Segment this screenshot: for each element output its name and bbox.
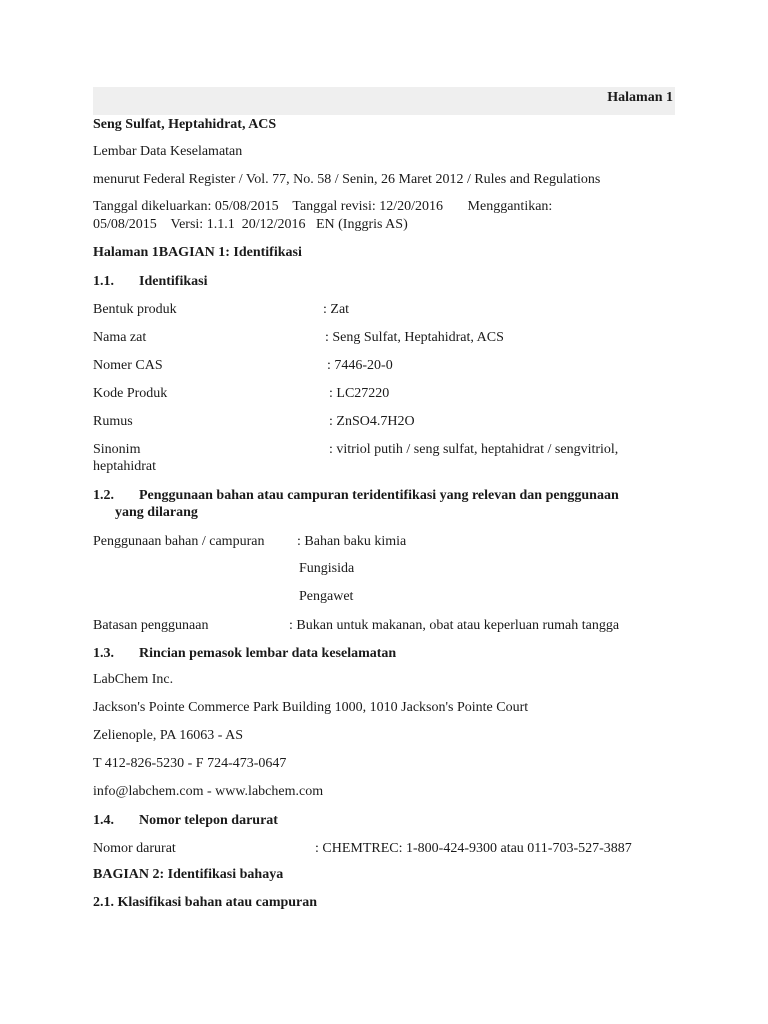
field-value: : ZnSO4.7H2O [329, 414, 415, 429]
field-value: : Seng Sulfat, Heptahidrat, ACS [325, 330, 504, 345]
usage-extra-item: Pengawet [299, 589, 354, 604]
field-label: Penggunaan bahan / campuran [93, 534, 265, 549]
subsection-title: Penggunaan bahan atau campuran teridentifikasi yang relevan dan penggunaan [139, 488, 619, 503]
supplier-line: info@labchem.com - www.labchem.com [93, 784, 324, 799]
field-row-product-code [93, 385, 675, 403]
field-row-synonym [93, 441, 675, 459]
section-2-heading: BAGIAN 2: Identifikasi bahaya [93, 867, 284, 882]
subsection-number: 1.3. [93, 646, 114, 661]
field-value: : Bukan untuk makanan, obat atau keperluan rumah tangga [289, 618, 620, 633]
dates-line-2: 05/08/2015 Versi: 1.1.1 20/12/2016 EN (Inggris AS) [93, 217, 408, 232]
field-row-restriction [93, 617, 675, 635]
subsection-number: 1.4. [93, 813, 114, 828]
subsection-title: Identifikasi [139, 274, 208, 289]
subsection-number: 1.2. [93, 488, 114, 503]
subsection-1-1 [93, 273, 675, 291]
usage-extra-item: Fungisida [299, 561, 355, 576]
field-label: Rumus [93, 414, 133, 429]
document-title: Seng Sulfat, Heptahidrat, ACS [93, 117, 277, 132]
field-label: Kode Produk [93, 386, 168, 401]
regulation-line: menurut Federal Register / Vol. 77, No. 58 / Senin, 26 Maret 2012 / Rules and Regulations [93, 172, 601, 187]
field-value: : CHEMTREC: 1-800-424-9300 atau 011-703-527-3887 [315, 841, 632, 856]
subsection-1-3 [93, 645, 675, 663]
field-value: : 7446-20-0 [327, 358, 393, 373]
page-number-label: Halaman 1 [607, 90, 673, 105]
subsection-2-1: 2.1. Klasifikasi bahan atau campuran [93, 895, 318, 910]
subsection-1-4 [93, 812, 675, 830]
field-row-substance-name [93, 329, 675, 347]
field-value-continuation: heptahidrat [93, 459, 156, 474]
subsection-title-continuation: yang dilarang [115, 505, 198, 520]
field-row-formula [93, 413, 675, 431]
field-label: Bentuk produk [93, 302, 177, 317]
field-label: Nomor darurat [93, 841, 176, 856]
field-row-product-form [93, 301, 675, 319]
field-row-emergency [93, 840, 675, 858]
subsection-number: 1.1. [93, 274, 114, 289]
subsection-1-2 [93, 487, 675, 505]
supplier-line: LabChem Inc. [93, 672, 174, 687]
field-value: : LC27220 [329, 386, 390, 401]
field-label: Nomer CAS [93, 358, 163, 373]
subsection-title: Nomor telepon darurat [139, 813, 278, 828]
field-value: : Bahan baku kimia [297, 534, 407, 549]
field-row-usage [93, 533, 675, 551]
subsection-title: Rincian pemasok lembar data keselamatan [139, 646, 397, 661]
field-value: : vitriol putih / seng sulfat, heptahidrat / sengvitriol, [329, 442, 619, 457]
document-page [93, 87, 675, 910]
field-label: Sinonim [93, 442, 141, 457]
section-1-heading: Halaman 1BAGIAN 1: Identifikasi [93, 245, 302, 260]
supplier-line: Zelienople, PA 16063 - AS [93, 728, 243, 743]
document-type: Lembar Data Keselamatan [93, 144, 243, 159]
field-label: Nama zat [93, 330, 147, 345]
field-value: : Zat [323, 302, 350, 317]
field-row-cas-number [93, 357, 675, 375]
field-label: Batasan penggunaan [93, 618, 209, 633]
supplier-line: T 412-826-5230 - F 724-473-0647 [93, 756, 287, 771]
page-header-bar [93, 87, 675, 115]
dates-line-1: Tanggal dikeluarkan: 05/08/2015 Tanggal revisi: 12/20/2016 Menggantikan: [93, 199, 553, 214]
supplier-line: Jackson's Pointe Commerce Park Building 1000, 1010 Jackson's Pointe Court [93, 700, 529, 715]
